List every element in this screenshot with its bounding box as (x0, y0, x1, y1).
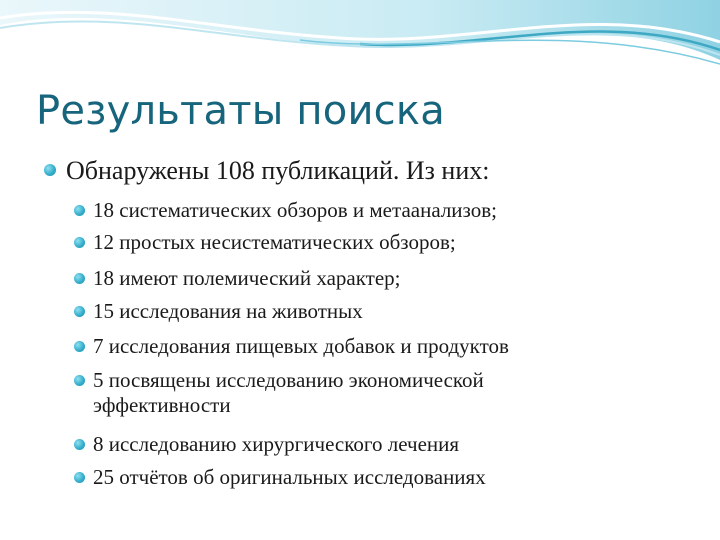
bullet-dot-icon (74, 273, 85, 284)
sub-bullet-text: 8 исследованию хирургического лечения (93, 432, 460, 456)
sub-bullet (74, 299, 363, 324)
bullet-dot-icon (44, 164, 56, 176)
main-bullet (44, 156, 489, 186)
sub-bullet-text: 5 посвящены исследованию экономической (93, 368, 484, 392)
bullet-dot-icon (74, 205, 85, 216)
sub-bullet (74, 334, 509, 359)
bullet-dot-icon (74, 237, 85, 248)
bullet-dot-icon (74, 375, 85, 386)
sub-bullet-text: 12 простых несистематических обзоров; (93, 230, 456, 254)
sub-bullet-continuation: эффективности (93, 393, 231, 417)
sub-bullet (74, 465, 486, 490)
sub-bullet (74, 266, 401, 291)
sub-bullet (74, 432, 459, 457)
bullet-dot-icon (74, 439, 85, 450)
bullet-dot-icon (74, 306, 85, 317)
slide-title: Результаты поиска (36, 88, 445, 134)
sub-bullet-text: 25 отчётов об оригинальных исследованиях (93, 465, 486, 489)
main-bullet-text: Обнаружены 108 публикаций. Из них: (66, 156, 490, 185)
sub-bullet (74, 198, 497, 223)
sub-bullet-text: 18 систематических обзоров и метаанализов; (93, 198, 497, 222)
sub-bullet (74, 230, 456, 255)
bullet-dot-icon (74, 341, 85, 352)
sub-bullet-text: 15 исследования на животных (93, 299, 363, 323)
sub-bullet-text: 7 исследования пищевых добавок и продуктов (93, 334, 509, 358)
sub-bullet-text: 18 имеют полемический характер; (93, 266, 401, 290)
bullet-dot-icon (74, 472, 85, 483)
sub-bullet (74, 368, 484, 418)
